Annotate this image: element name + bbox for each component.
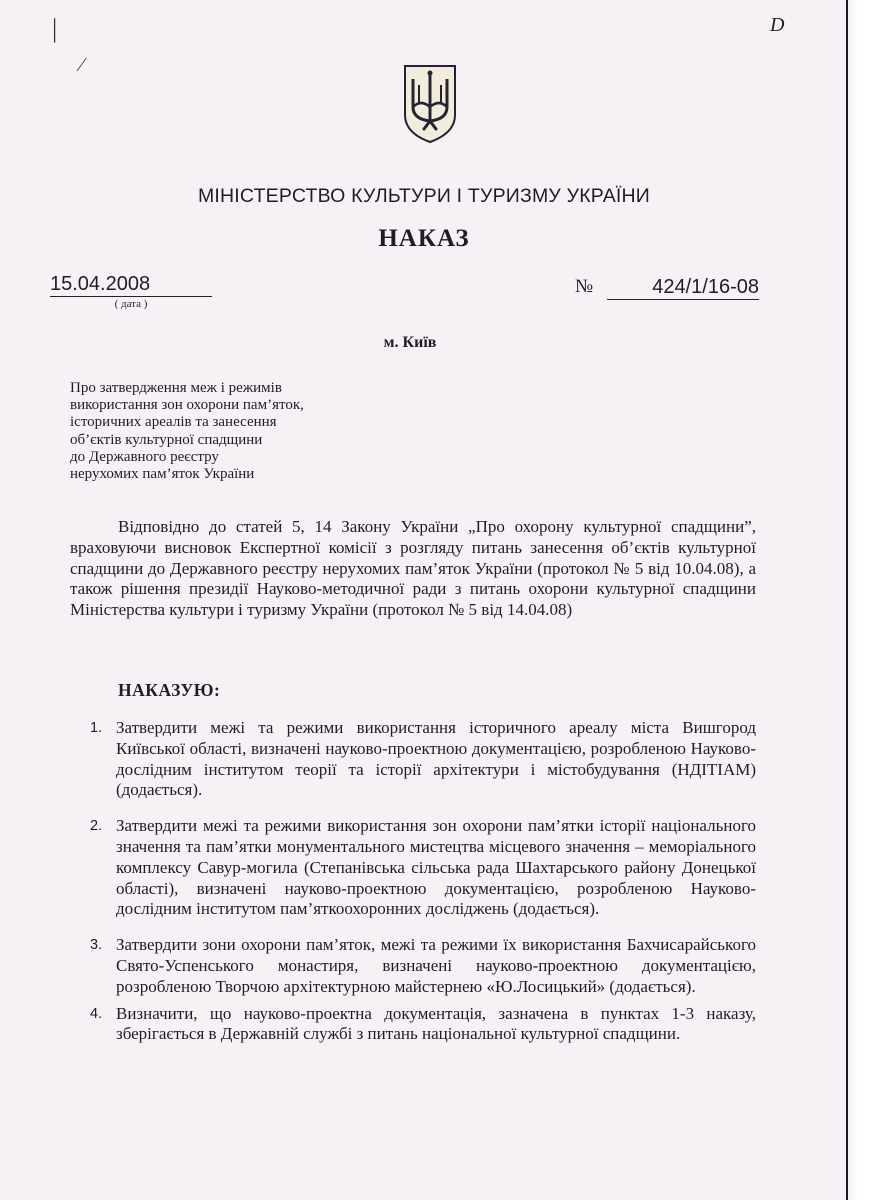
date-caption: ( дата ) <box>114 298 148 310</box>
document-title: НАКАЗ <box>378 225 470 252</box>
order-item-text: Визначити, що науково-проектна документація, зазначена в пунктах 1-3 наказу, зберігається в Державній службі з питань національної культурної спадщини. <box>116 1003 756 1044</box>
pen-scribble: ⁄ <box>80 54 84 76</box>
scan-margin <box>848 0 872 1200</box>
city-line: м. Київ <box>383 334 437 351</box>
subject-line: до Державного реєстру <box>70 448 219 465</box>
order-item <box>90 718 756 801</box>
subject-line: історичних ареалів та занесення <box>70 414 277 431</box>
date-field <box>50 272 212 310</box>
order-item <box>90 816 756 920</box>
preamble-paragraph: Відповідно до статей 5, 14 Закону України „Про охорону культурної спадщини”, враховуючи висновок Експертної комісії з розгляду питань занесення об’єктів культурної спадщини до Державного реєстру нерухомих пам’яток України (протокол № 5 від 10.04.08), а також рішення президії Науково-методичної ради з питань охорони культурної спадщини Міністерства культури і туризму України (протокол № 5 від 14.04.08) <box>70 517 756 620</box>
order-item-text: Затвердити зони охорони пам’яток, межі та режими їх використання Бахчисарайського Свято-Успенського монастиря, визначені науково-проектною документацією, розробленою Творчою архітектурною майстернею «Ю.Лосицький» (додається). <box>116 935 756 996</box>
order-item-number: 4. <box>90 1005 103 1022</box>
order-heading: НАКАЗУЮ: <box>118 680 221 700</box>
document-date: 15.04.2008 <box>50 272 212 297</box>
order-item-text: Затвердити межі та режими використання історичного ареалу міста Вишгород Київської області, визначені науково-проектною документацією, розробленою Науково-дослідним інститутом теорії та історії архітектури і містобудування (НДІТІАМ) (додається). <box>116 718 756 800</box>
scan-edge <box>846 0 848 1200</box>
order-item-text: Затвердити межі та режими використання зон охорони пам’ятки історії національного значення та пам’ятки монументального мистецтва місцевого значення – меморіального комплексу Савур-могила (Степанівська сільська рада Шахтарського району Донецької області), визначені науково-проектною документацією, розробленою Науково-дослідним інститутом пам’яткоохоронних досліджень (додається). <box>116 816 756 919</box>
trident-emblem-icon <box>402 63 458 145</box>
pen-scribble: | <box>52 14 58 43</box>
number-sign: № <box>575 276 594 297</box>
order-items-list <box>90 718 756 1045</box>
corner-mark: D <box>770 14 785 36</box>
order-item <box>90 935 756 997</box>
order-item-number: 3. <box>90 937 103 954</box>
order-item <box>90 1004 756 1046</box>
subject-line: нерухомих пам’яток України <box>70 466 255 483</box>
subject-line: Про затвердження меж і режимів <box>70 380 282 396</box>
subject-line: об’єктів культурної спадщини <box>70 431 263 448</box>
number-field <box>575 276 761 300</box>
order-item-number: 2. <box>90 818 103 835</box>
subject-line: використання зон охорони пам’яток, <box>70 397 304 414</box>
document-number: 424/1/16-08 <box>607 276 759 300</box>
order-item-number: 1. <box>90 720 103 736</box>
subject-block <box>70 380 370 483</box>
ministry-name: МІНІСТЕРСТВО КУЛЬТУРИ І ТУРИЗМУ УКРАЇНИ <box>197 185 651 207</box>
